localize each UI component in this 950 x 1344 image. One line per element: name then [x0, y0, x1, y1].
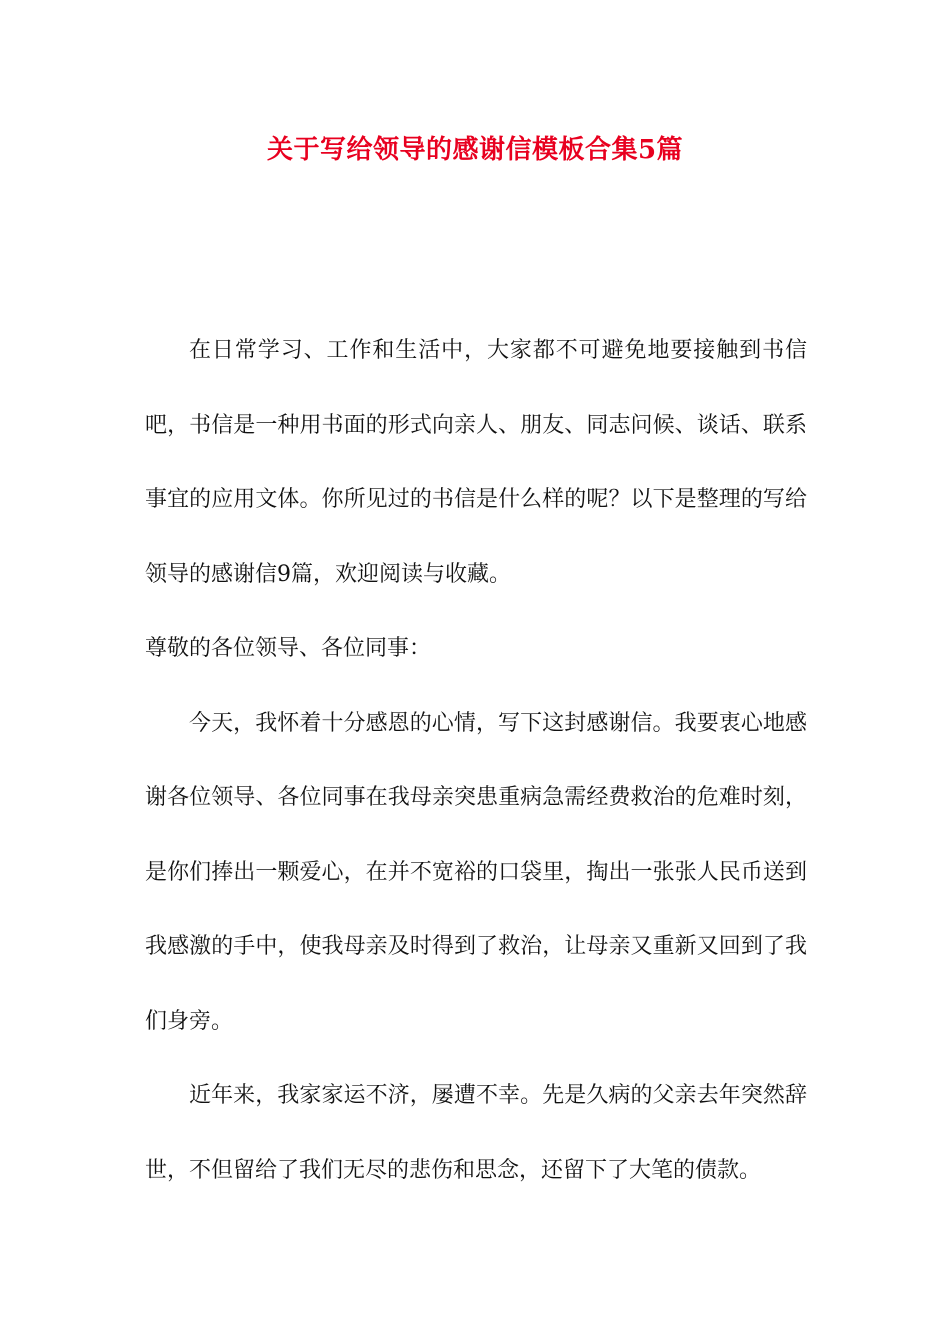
document-title: 关于写给领导的感谢信模板合集5篇 — [266, 135, 684, 165]
body-paragraph: 近年来，我家家运不济，屡遭不幸。先是久病的父亲去年突然辞世，不但留给了我们无尽的悲伤和思念，还留下了大笔的债款。 — [145, 1083, 807, 1183]
salutation: 尊敬的各位领导、各位同事： — [145, 636, 432, 661]
body-paragraph: 今天，我怀着十分感恩的心情，写下这封感谢信。我要衷心地感谢各位领导、各位同事在我母亲突患重病急需经费救治的危难时刻，是你们捧出一颗爱心，在并不宽裕的口袋里，掏出一张张人民币送到我感激的手中，使我母亲及时得到了救治，让母亲又重新又回到了我们身旁。 — [145, 710, 807, 1034]
document-body — [145, 314, 807, 1208]
intro-paragraph: 在日常学习、工作和生活中，大家都不可避免地要接触到书信吧，书信是一种用书面的形式向亲人、朋友、同志问候、谈话、联系事宜的应用文体。你所见过的书信是什么样的呢？以下是整理的写给领导的感谢信9篇，欢迎阅读与收藏。 — [145, 338, 807, 587]
